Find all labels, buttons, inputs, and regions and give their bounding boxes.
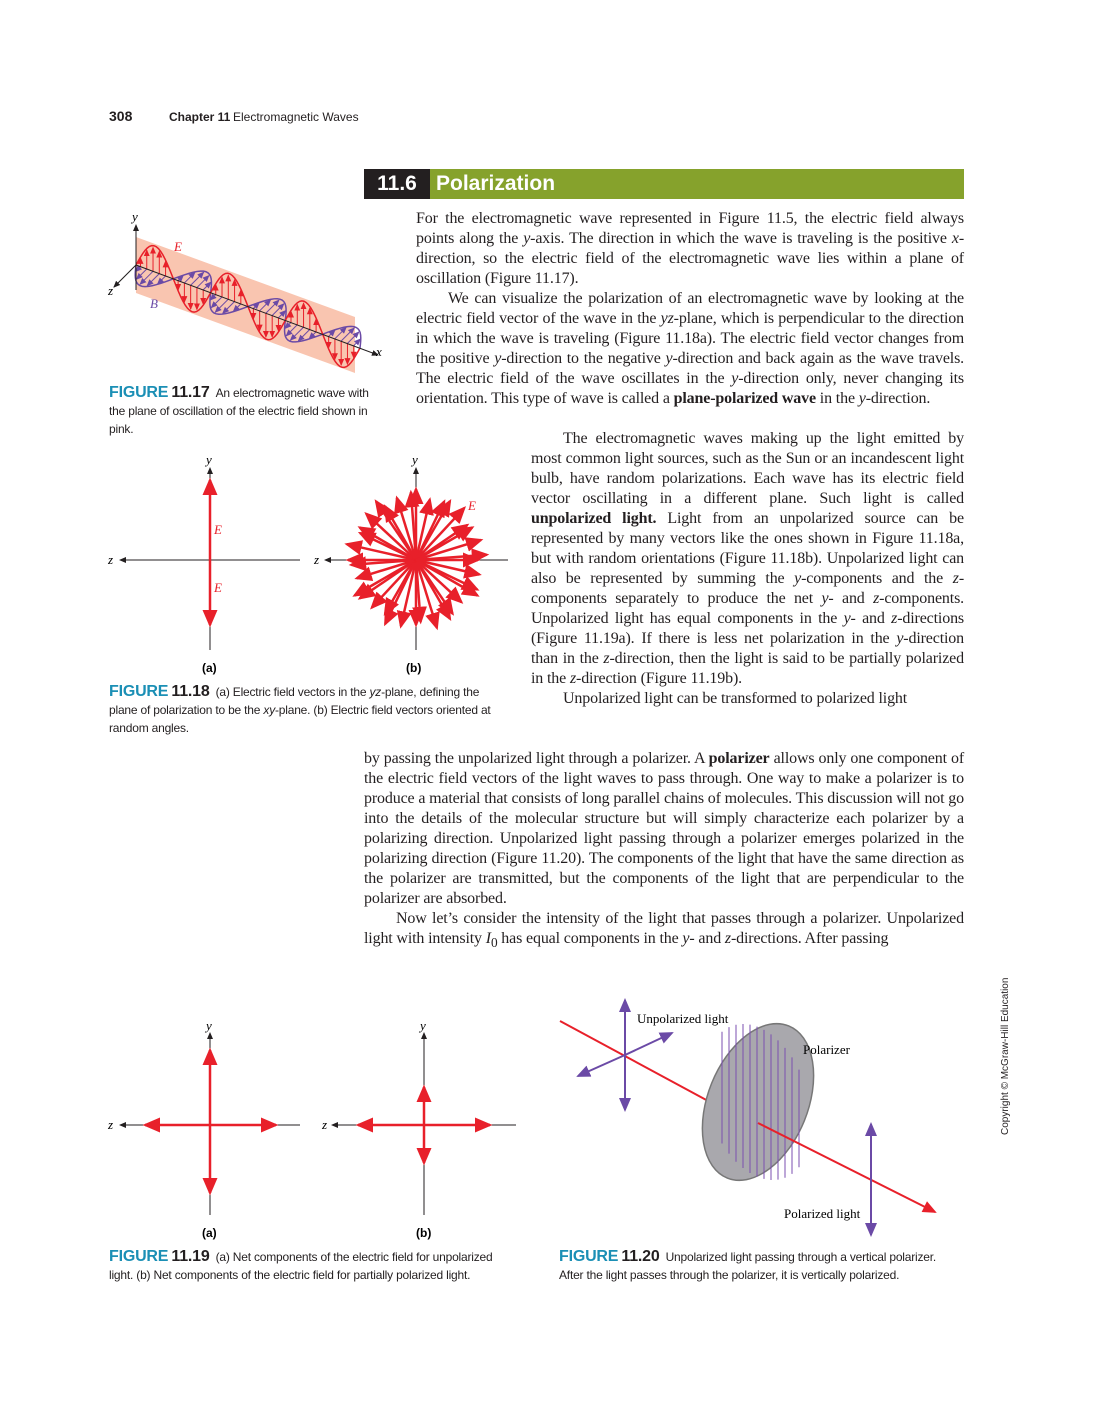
- text-run: (a) Electric field vectors in the: [215, 685, 370, 699]
- paragraph-5: [364, 909, 964, 953]
- text-run: yz: [369, 685, 382, 699]
- copyright-notice: [1000, 977, 1026, 1135]
- text-run: y: [665, 350, 673, 367]
- text-run: - and: [850, 610, 892, 627]
- e-field-label: E: [174, 239, 182, 254]
- paragraph-3: [531, 429, 964, 689]
- text-run: -direction, so the electric field of the electromagnetic wave lies within a plane of oscillation (Figure 11.17).: [416, 230, 964, 287]
- random-e-vectors: [347, 489, 487, 628]
- text-run: We can visualize the polarization of an electromagnetic wave by looking at the electric field vector of the wave in the: [416, 290, 964, 327]
- text-run: -direction (Figure 11.19b).: [576, 670, 743, 687]
- text-run: -direction only, never changing its orientation. This type of wave is called a: [416, 370, 964, 407]
- text-run: -direction and back again as the wave travels. The electric field of the wave oscillates in the: [416, 350, 965, 387]
- key-term: plane-polarized wave: [673, 390, 816, 407]
- section-number: 11.6: [364, 169, 430, 199]
- polarizer-label: Polarizer: [803, 1042, 850, 1057]
- e-label-b: E: [468, 498, 476, 513]
- text-run: y: [494, 350, 502, 367]
- text-run: -direction to the negative: [501, 350, 666, 367]
- figure-label: FIGURE: [559, 1248, 619, 1265]
- figure-number: 11.18: [171, 683, 210, 700]
- text-run: -components and the: [801, 570, 953, 587]
- text-run: -components. Unpolarized light has equal components in the: [531, 590, 965, 627]
- text-run: y: [523, 230, 531, 247]
- figure-11-17-em-wave: [100, 205, 400, 375]
- figure-11-20-polarizer: [550, 990, 950, 1240]
- section-heading: [364, 169, 964, 199]
- text-run: Now let’s consider the intensity of the light that passes through a polarizer. Unpolarized light with intensity: [364, 910, 964, 947]
- page-number: 308: [109, 108, 133, 124]
- polarizer-disc: [681, 1007, 835, 1197]
- figure-11-18-field-vectors: [100, 450, 520, 680]
- chapter-label: Chapter 11: [169, 110, 231, 124]
- figure-number: 11.17: [171, 384, 210, 401]
- text-run: -directions (Figure 11.19a). If there is less net polarization in the: [531, 610, 964, 647]
- e-label-up: E: [214, 522, 222, 537]
- subfigure-a-label: (a): [202, 661, 217, 675]
- z-label-b: z: [314, 552, 320, 567]
- body-column-upper: [416, 209, 964, 409]
- text-run: 0: [490, 935, 498, 951]
- paragraph-4-start: Unpolarized light can be transformed to polarized light: [563, 690, 908, 707]
- text-run: z: [873, 590, 880, 607]
- text-run: -components separately to produce the net: [531, 570, 964, 607]
- text-run: I: [485, 930, 491, 947]
- text-run: -direction.: [865, 390, 931, 407]
- z-label-b: z: [322, 1117, 328, 1132]
- figure-11-19-net-components: [100, 1015, 520, 1245]
- text-run: y: [682, 930, 690, 947]
- text-run: x: [951, 230, 959, 247]
- text-run: z: [891, 610, 898, 627]
- body-column-middle: [531, 429, 964, 709]
- x-axis: [136, 265, 378, 355]
- x-axis-label: x: [376, 344, 382, 359]
- text-run: y: [821, 590, 829, 607]
- text-run: z: [952, 570, 959, 587]
- caption-text: Unpolarized light passing through a vertical polarizer. After the light passes through the polarizer, it is vertically polarized.: [559, 1250, 937, 1282]
- subfigure-b-label: (b): [406, 661, 422, 675]
- figure-11-18-caption: [109, 683, 509, 737]
- y-label-b: y: [420, 1018, 426, 1033]
- subfigure-b-label: (b): [416, 1226, 432, 1240]
- text-run: allows only one component of the electric field vectors of the light waves to pass through. One way to make a polarizer is to produce a material that consists of long parallel chains of molecules. This discussion will not go into the details of the molecular structure but will simply characterize each polarizer by a polarizing direction. Unpolarized light passing through a polarizer emerges polarized in the polarizing direction (Figure 11.20). The components of the light that have the same direction as the polarizer are transmitted, but the components of the light that are perpendicular to the polarizer are absorbed.: [364, 750, 964, 907]
- z-axis-label: z: [108, 283, 114, 298]
- caption-text: An electromagnetic wave with the plane of oscillation of the electric field shown in pink.: [109, 386, 369, 436]
- subfigure-a-label: (a): [202, 1226, 217, 1240]
- b-field-label: B: [150, 296, 158, 311]
- unpolarized-light-label: Unpolarized light: [637, 1011, 729, 1026]
- text-run: Light from an unpolarized source can be represented by many vectors like the ones shown in Figure 11.18a, but with random orientations (Figure 11.18b). Unpolarized light can also be represented by summing the: [531, 510, 964, 587]
- text-run: by passing the unpolarized light through a polarizer. A: [364, 750, 709, 767]
- key-term: unpolarized light.: [531, 510, 657, 527]
- text-run: z: [569, 670, 577, 687]
- figure-11-19-caption: [109, 1248, 509, 1284]
- text-run: y: [794, 570, 802, 587]
- figure-11-20-caption: [559, 1248, 959, 1284]
- y-label-b: y: [412, 452, 418, 467]
- z-label-a: z: [108, 1117, 114, 1132]
- y-axis-label: y: [132, 209, 138, 224]
- text-run: y: [731, 370, 739, 387]
- polarized-light-label: Polarized light: [784, 1206, 861, 1221]
- text-run: -plane. (b) Electric field vectors oriented at random angles.: [109, 703, 491, 735]
- text-run: -plane, defining the plane of polarization to be the: [109, 685, 480, 717]
- figure-label: FIGURE: [109, 683, 169, 700]
- text-run: - and: [828, 590, 874, 607]
- text-run: - and: [689, 930, 725, 947]
- text-run: y: [896, 630, 904, 647]
- figure-11-17-caption: [109, 384, 371, 438]
- text-run: y: [843, 610, 851, 627]
- text-run: -directions. After passing: [730, 930, 889, 947]
- text-run: -direction, then the light is said to be partially polarized in the: [531, 650, 964, 687]
- text-run: For the electromagnetic wave represented in Figure 11.5, the electric field always points along the: [416, 210, 964, 247]
- text-run: z: [724, 930, 731, 947]
- e-label-down: E: [214, 580, 222, 595]
- z-label-a: z: [108, 552, 114, 567]
- figure-number: 11.19: [171, 1248, 210, 1265]
- text-run: has equal components in the: [497, 930, 683, 947]
- figure-number: 11.20: [621, 1248, 660, 1265]
- text-run: in the: [815, 390, 859, 407]
- figure-label: FIGURE: [109, 1248, 169, 1265]
- paragraph-4: [364, 749, 964, 909]
- text-run: -direction than in the: [531, 630, 964, 667]
- text-run: The electromagnetic waves making up the light emitted by most common light sources, such as the Sun or an incandescent light bulb, have random polarizations. Each wave has its electric field vector oscillating in a different plane. Such light is called: [531, 430, 964, 507]
- figure-label: FIGURE: [109, 384, 169, 401]
- text-run: xy: [263, 703, 275, 717]
- paragraph-2: [416, 289, 964, 409]
- caption-text: (a) Net components of the electric field for unpolarized light. (b) Net components of the electric field for partially polarized light.: [109, 1250, 493, 1282]
- text-run: yz: [660, 310, 674, 327]
- body-column-lower: [364, 749, 964, 953]
- section-title: Polarization: [436, 172, 556, 195]
- y-label-a: y: [206, 1018, 212, 1033]
- text-run: z: [603, 650, 610, 667]
- plane-of-oscillation: [136, 237, 355, 373]
- y-label-a: y: [206, 452, 212, 467]
- key-term: polarizer: [708, 750, 770, 767]
- text-run: -plane, which is perpendicular to the direction in which the wave is traveling (Figure 11.18a). The electric field vector changes from the positive: [416, 310, 965, 367]
- chapter-title: Electromagnetic Waves: [233, 110, 359, 124]
- paragraph-1: [416, 209, 964, 289]
- text-run: y: [858, 390, 866, 407]
- copyright-text: Copyright © McGraw-Hill Education: [1000, 977, 1011, 1135]
- text-run: -axis. The direction in which the wave is traveling is the positive: [530, 230, 952, 247]
